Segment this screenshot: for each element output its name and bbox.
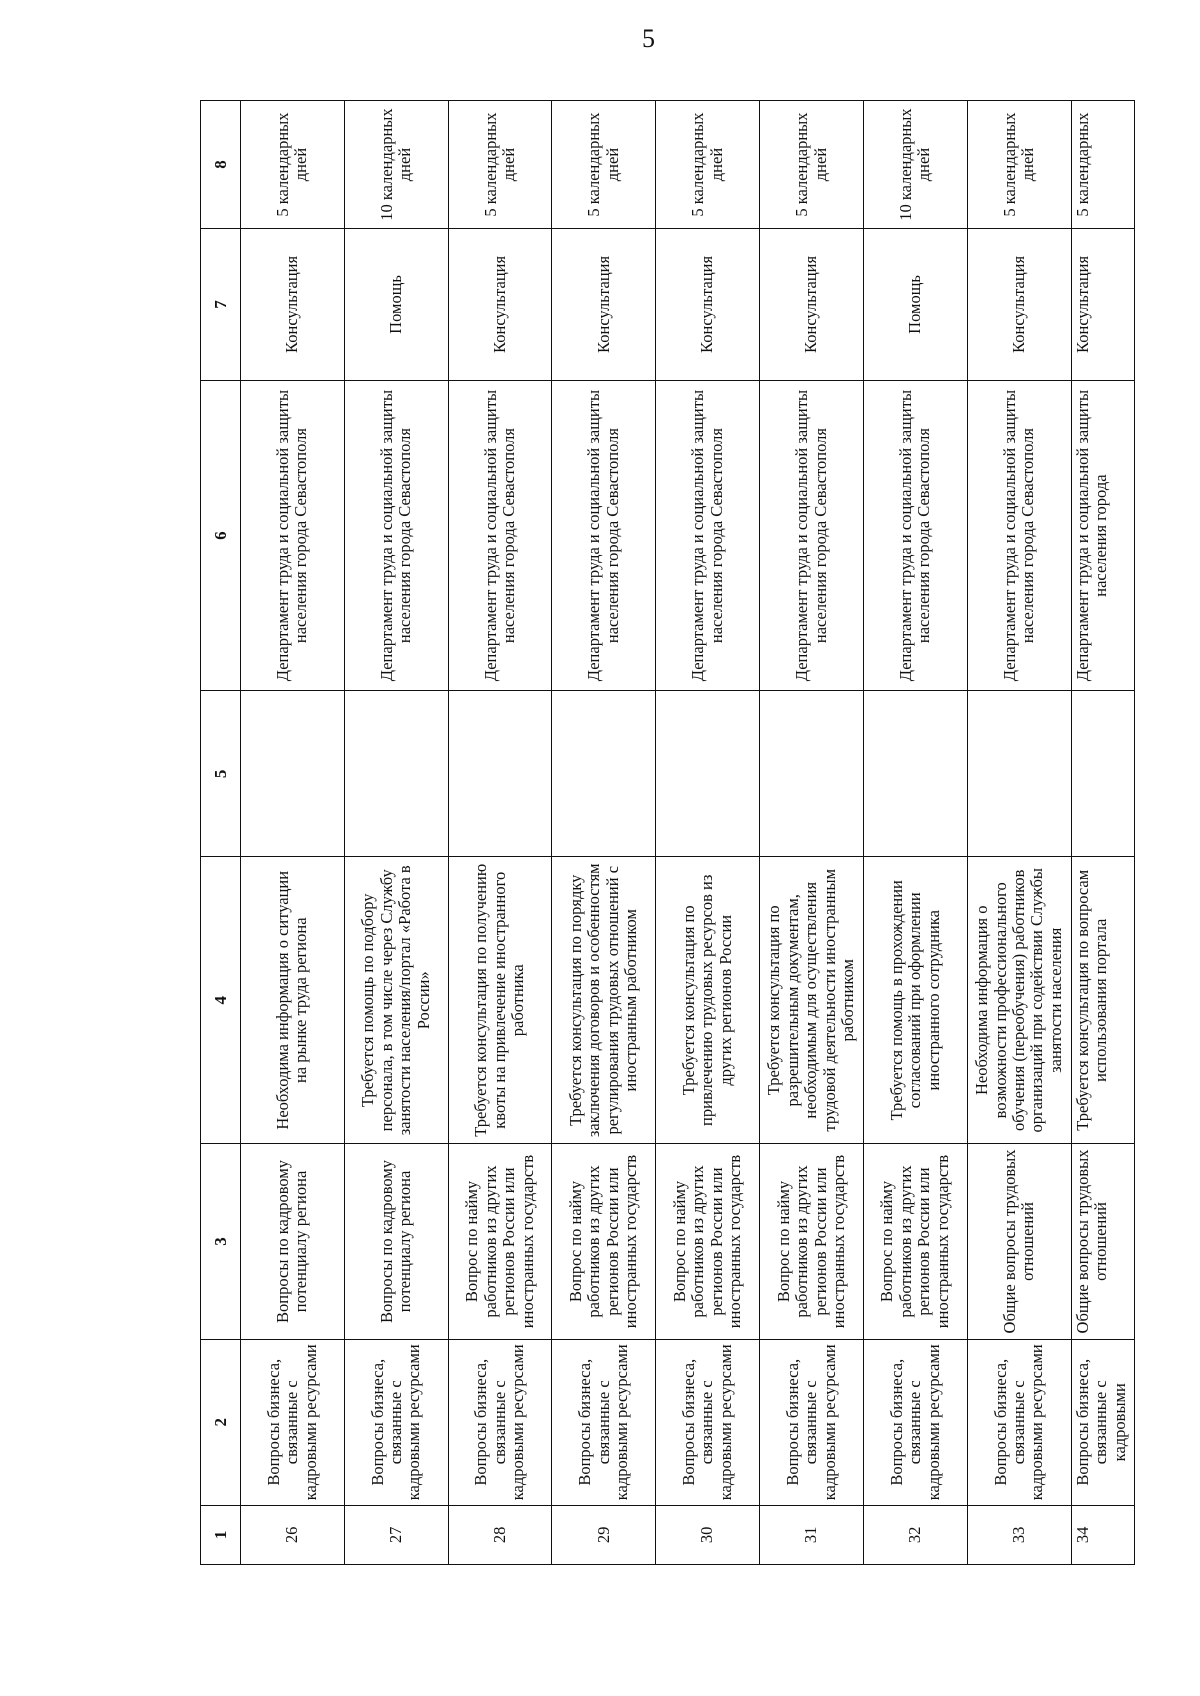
- request-cell: Требуется консультация по вопросам использования портала: [1071, 857, 1134, 1144]
- column5-cell: [656, 691, 760, 857]
- type-cell: Консультация: [967, 229, 1071, 381]
- category-cell: Вопросы бизнеса, связанные с кадровыми ресурсами: [863, 1339, 967, 1505]
- table-row: [1071, 101, 1134, 1565]
- term-cell: 5 календарных дней: [760, 101, 864, 229]
- row-number: 27: [344, 1505, 448, 1564]
- authority-cell: Департамент труда и социальной защиты населения города Севастополя: [552, 380, 656, 691]
- type-cell: Консультация: [241, 229, 345, 381]
- topic-cell: Вопрос по найму работников из других регионов России или иностранных государств: [448, 1144, 552, 1340]
- topic-cell: Вопрос по найму работников из других регионов России или иностранных государств: [552, 1144, 656, 1340]
- column-header-6: 6: [201, 380, 241, 691]
- term-cell: 5 календарных: [1071, 101, 1134, 229]
- row-number: 26: [241, 1505, 345, 1564]
- topic-cell: Общие вопросы трудовых отношений: [1071, 1144, 1134, 1340]
- request-cell: Необходима информация о ситуации на рынке труда региона: [241, 857, 345, 1144]
- column5-cell: [241, 691, 345, 857]
- column-header-3: 3: [201, 1144, 241, 1340]
- type-cell: Консультация: [760, 229, 864, 381]
- category-cell: Вопросы бизнеса, связанные с кадровыми ресурсами: [656, 1339, 760, 1505]
- category-cell: Вопросы бизнеса, связанные с кадровыми ресурсами: [241, 1339, 345, 1505]
- term-cell: 5 календарных дней: [448, 101, 552, 229]
- authority-cell: Департамент труда и социальной защиты населения города Севастополя: [344, 380, 448, 691]
- column5-cell: [448, 691, 552, 857]
- column5-cell: [552, 691, 656, 857]
- request-cell: Требуется консультация по разрешительным документам, необходимым для осуществления трудовой деятельности иностранным работником: [760, 857, 864, 1144]
- row-number: 33: [967, 1505, 1071, 1564]
- column-header-4: 4: [201, 857, 241, 1144]
- column-header-5: 5: [201, 691, 241, 857]
- category-cell: Вопросы бизнеса, связанные с кадровыми ресурсами: [448, 1339, 552, 1505]
- column5-cell: [967, 691, 1071, 857]
- category-cell: Вопросы бизнеса, связанные с кадровыми: [1071, 1339, 1134, 1505]
- table-row: [552, 101, 656, 1565]
- table-container: [200, 100, 1135, 1565]
- request-cell: Необходима информация о возможности профессионального обучения (переобучения) работников организаций при содействии Службы занятости населения: [967, 857, 1071, 1144]
- column-header-2: 2: [201, 1339, 241, 1505]
- type-cell: Консультация: [1071, 229, 1134, 381]
- topic-cell: Вопросы по кадровому потенциалу региона: [344, 1144, 448, 1340]
- page-number: 5: [642, 24, 655, 53]
- category-cell: Вопросы бизнеса, связанные с кадровыми ресурсами: [760, 1339, 864, 1505]
- category-cell: Вопросы бизнеса, связанные с кадровыми ресурсами: [967, 1339, 1071, 1505]
- table-row: [967, 101, 1071, 1565]
- request-cell: Требуется консультация по порядку заключения договоров и особенностям регулирования трудовых отношений с иностранным работником: [552, 857, 656, 1144]
- topic-cell: Общие вопросы трудовых отношений: [967, 1144, 1071, 1340]
- type-cell: Помощь: [344, 229, 448, 381]
- column5-cell: [863, 691, 967, 857]
- category-cell: Вопросы бизнеса, связанные с кадровыми ресурсами: [344, 1339, 448, 1505]
- column-header-7: 7: [201, 229, 241, 381]
- services-table: [200, 100, 1135, 1565]
- column5-cell: [760, 691, 864, 857]
- topic-cell: Вопрос по найму работников из других регионов России или иностранных государств: [760, 1144, 864, 1340]
- term-cell: 10 календарных дней: [863, 101, 967, 229]
- table-row: [241, 101, 345, 1565]
- header-row: [201, 101, 241, 1565]
- row-number: 30: [656, 1505, 760, 1564]
- row-number: 34: [1071, 1505, 1134, 1564]
- authority-cell: Департамент труда и социальной защиты населения города Севастополя: [448, 380, 552, 691]
- request-cell: Требуется помощь в прохождении согласований при оформлении иностранного сотрудника: [863, 857, 967, 1144]
- category-cell: Вопросы бизнеса, связанные с кадровыми ресурсами: [552, 1339, 656, 1505]
- table-row: [760, 101, 864, 1565]
- column5-cell: [344, 691, 448, 857]
- authority-cell: Департамент труда и социальной защиты населения города: [1071, 380, 1134, 691]
- type-cell: Помощь: [863, 229, 967, 381]
- type-cell: Консультация: [656, 229, 760, 381]
- table-row: [448, 101, 552, 1565]
- authority-cell: Департамент труда и социальной защиты населения города Севастополя: [760, 380, 864, 691]
- column-header-1: 1: [201, 1505, 241, 1564]
- authority-cell: Департамент труда и социальной защиты населения города Севастополя: [656, 380, 760, 691]
- topic-cell: Вопрос по найму работников из других регионов России или иностранных государств: [863, 1144, 967, 1340]
- table-row: [863, 101, 967, 1565]
- request-cell: Требуется консультация по привлечению трудовых ресурсов из других регионов России: [656, 857, 760, 1144]
- row-number: 29: [552, 1505, 656, 1564]
- term-cell: 5 календарных дней: [552, 101, 656, 229]
- term-cell: 10 календарных дней: [344, 101, 448, 229]
- row-number: 32: [863, 1505, 967, 1564]
- authority-cell: Департамент труда и социальной защиты населения города Севастополя: [241, 380, 345, 691]
- request-cell: Требуется консультация по получению квоты на привлечение иностранного работника: [448, 857, 552, 1144]
- term-cell: 5 календарных дней: [967, 101, 1071, 229]
- type-cell: Консультация: [448, 229, 552, 381]
- column5-cell: [1071, 691, 1134, 857]
- term-cell: 5 календарных дней: [656, 101, 760, 229]
- authority-cell: Департамент труда и социальной защиты населения города Севастополя: [967, 380, 1071, 691]
- row-number: 28: [448, 1505, 552, 1564]
- topic-cell: Вопрос по найму работников из других регионов России или иностранных государств: [656, 1144, 760, 1340]
- authority-cell: Департамент труда и социальной защиты населения города Севастополя: [863, 380, 967, 691]
- table-row: [344, 101, 448, 1565]
- type-cell: Консультация: [552, 229, 656, 381]
- column-header-8: 8: [201, 101, 241, 229]
- request-cell: Требуется помощь по подбору персонала, в том числе через Службу занятости населения/портал «Работа в России»: [344, 857, 448, 1144]
- topic-cell: Вопросы по кадровому потенциалу региона: [241, 1144, 345, 1340]
- row-number: 31: [760, 1505, 864, 1564]
- table-row: [656, 101, 760, 1565]
- term-cell: 5 календарных дней: [241, 101, 345, 229]
